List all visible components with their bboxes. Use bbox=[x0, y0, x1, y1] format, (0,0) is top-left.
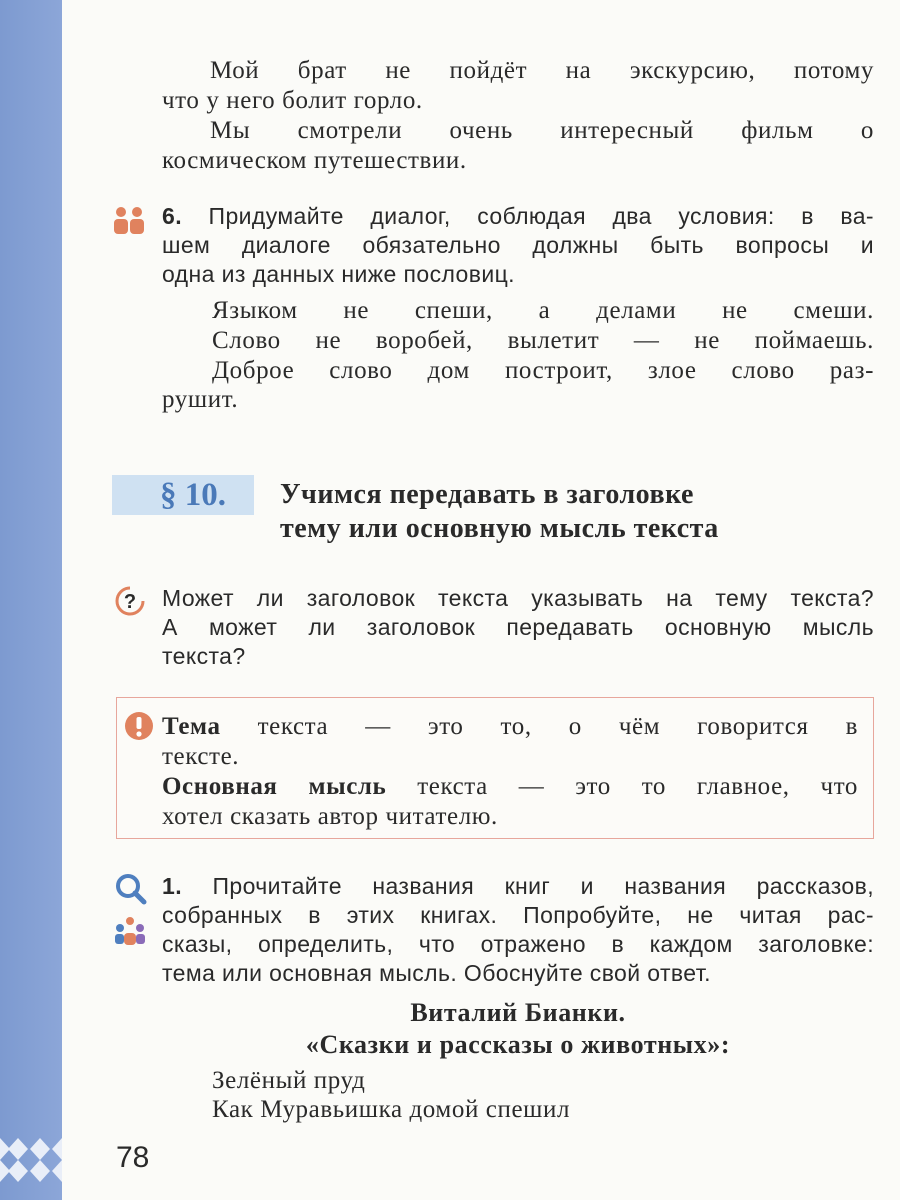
book-author: Виталий Бианки. bbox=[410, 998, 626, 1027]
proverbs-list bbox=[212, 296, 874, 386]
proverb-3: Доброе слово дом построит, злое слово раз- bbox=[212, 357, 874, 384]
page-side-band bbox=[0, 0, 62, 1200]
task-6-text: 6. Придумайте диалог, соблюдая два условия: в ва- шем диалоге обязательно должны быть вопросы и одна из данных ниже пословиц. bbox=[162, 203, 874, 287]
rule-text: Тема текста — это то, о чём говорится в тексте. Основная мысль текста — это то главное, что хотел сказать автор читателю. bbox=[162, 713, 858, 830]
section-number: § 10. bbox=[160, 477, 226, 513]
task-1-text: 1. Прочитайте названия книг и названия рассказов, собранных в этих книгах. Попробуйте, не читая рас- сказы, определить, что отражено в каждом заголовке: тема или основная мысль. Обоснуйте свой ответ. bbox=[162, 873, 874, 986]
story-title: Как Муравьишка домой спешил bbox=[212, 1096, 571, 1123]
question-icon bbox=[114, 585, 146, 617]
ornament-pattern bbox=[0, 1138, 62, 1182]
pair-work-icon bbox=[112, 206, 146, 234]
magnifier-icon bbox=[114, 872, 148, 906]
term-theme: Тема bbox=[162, 713, 221, 740]
intro-sentence-1: Мой брат не пойдёт на экскурсию, потому что у него болит горло. bbox=[162, 57, 874, 114]
proverb-2: Слово не воробей, вылетит — не поймаешь. bbox=[212, 327, 874, 354]
page-number: 78 bbox=[116, 1141, 150, 1174]
exclamation-icon bbox=[124, 711, 154, 741]
proverb-1: Языком не спеши, а делами не смеши. bbox=[212, 297, 874, 324]
svg-text:?: ? bbox=[123, 591, 137, 613]
intro-sentence-2: Мы смотрели очень интересный фильм о космическом путешествии. bbox=[162, 117, 874, 174]
task-6-number: 6. bbox=[162, 203, 182, 229]
task-1-number: 1. bbox=[162, 873, 182, 899]
term-main-idea: Основная мысль bbox=[162, 773, 387, 800]
question-text: Может ли заголовок текста указывать на тему текста? А может ли заголовок передавать основную мысль текста? bbox=[162, 585, 874, 669]
story-title: Зелёный пруд bbox=[212, 1067, 366, 1094]
proverb-3-end: рушит. bbox=[162, 386, 239, 413]
book-title: «Сказки и рассказы о животных»: bbox=[305, 1030, 731, 1059]
group-work-icon bbox=[114, 916, 146, 946]
section-title: Учимся передавать в заголовке тему или основную мысль текста bbox=[280, 479, 719, 544]
